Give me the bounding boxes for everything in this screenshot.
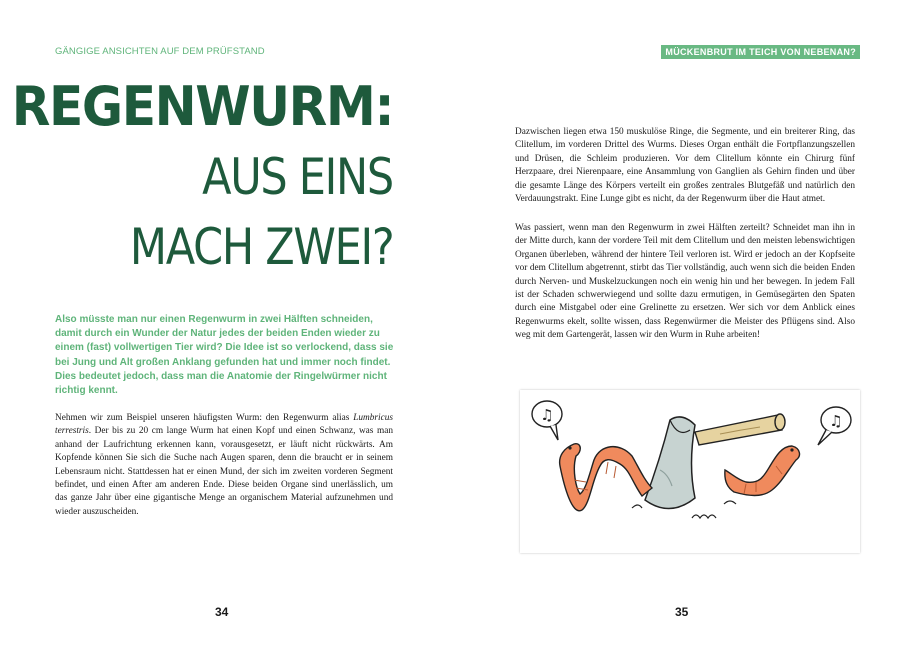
music-note-icon-right: ♫ xyxy=(829,412,843,430)
section-label: GÄNGIGE ANSICHTEN AUF DEM PRÜFSTAND xyxy=(55,46,265,57)
axe-blade xyxy=(645,417,695,509)
body-text-start: Nehmen wir zum Beispiel unseren häufigsten Wurm: den Regenwurm alias xyxy=(55,413,354,423)
body-paragraph-2: Was passiert, wenn man den Regenwurm in zwei Hälften zerteilt? Schneidet man ihn in der Mitte durch, kann der vordere Teil mit dem Clitellum und den meisten lebenswichtigen Organen überleben, während der hintere Teil verloren ist. Wird er jedoch an der Kopfseite vor dem Clitellum abgetrennt, stirbt das Tier vollständig, auch wenn sich die beiden Enden durch Nerven- und Muskelzuckungen noch ein wenig hin und her bewegen. In jedem Fall ist der Schaden schwerwiegend und sollte dazu ermutigen, in Gemüsegärten den Spaten durch eine Mistgabel oder eine Grelinette zu ersetzen. Wer sich vor dem Anblick eines Regenwurms ekelt, sollte wissen, dass Regenwürmer die Meister des Pflügens sind. Also weg mit dem Gartengerät, lassen wir den Wurm in Ruhe arbeiten! xyxy=(515,223,855,341)
body-text-end: . Der bis zu 20 cm lange Wurm hat einen Kopf und einen Schwanz, was man anhand der Laufrichtung erkennen kann, vorausgesetzt, er läuft nicht rückwärts. Am Kopfende können Sie sich die Suche nach Augen sparen, denn die braucht er in seinem Lebensraum nicht. Stattdessen hat er einen Mund, der sich im zweiten vorderen Segment befindet, und einen After am anderen Ende. Diese beiden Organe sind unerlässlich, um das ganze Jahr über eine gigantische Menge an organischem Material aufzunehmen und wieder auszuscheiden. xyxy=(55,426,393,517)
body-paragraph-left xyxy=(55,412,393,519)
worm-axe-illustration xyxy=(520,390,860,553)
title-line-2: AUS EINS xyxy=(202,148,393,206)
page-number-left: 34 xyxy=(215,605,229,619)
illustration-drawing xyxy=(520,390,860,553)
right-page xyxy=(455,0,910,646)
species-name: Lumbricus terrestris xyxy=(55,413,393,437)
title-line-3: MACH ZWEI? xyxy=(129,218,393,276)
worm-right xyxy=(725,446,800,496)
running-head: MÜCKENBRUT IM TEICH VON NEBENAN? xyxy=(661,45,860,59)
body-paragraph-1: Dazwischen liegen etwa 150 muskulöse Ringe, die Segmente, und ein breiterer Ring, das Clitellum, im vorderen Drittel des Wurms. Dieses Organ enthält die Fortpflanzungszellen und Drüsen, die Schleim produzieren. Vor dem Clitellum könnte ein Chirurg fünf Herzpaare, drei Nierenpaare, eine Ansammlung von Ganglien als Gehirn finden und über die gesamte Länge des Körpers verteilt ein großes zentrales Blutgefäß und natürlich den Verdauungstrakt. Eine Lunge gibt es nicht, da der Regenwurm über die Haut atmet. xyxy=(515,127,855,205)
worm-left xyxy=(560,444,652,511)
speech-bubble-right xyxy=(818,407,851,445)
title-line-1: REGENWURM: xyxy=(11,75,393,138)
axe-handle xyxy=(695,414,785,445)
speech-bubble-left xyxy=(532,401,562,440)
intro-paragraph: Also müsste man nur einen Regenwurm in zwei Hälften schneiden, damit durch ein Wunder der Natur jedes der beiden Enden wieder zu einem (fast) vollwertigen Tier wird? Die Idee ist so verlockend, dass sie bei Jung und Alt großen Anklang gefunden hat und immer noch findet. Dies bedeutet jedoch, dass man die Anatomie der Ringelwürmer nicht richtig kennt. xyxy=(55,314,394,397)
page-number-right: 35 xyxy=(675,605,689,619)
music-note-icon-left: ♫ xyxy=(540,406,554,424)
